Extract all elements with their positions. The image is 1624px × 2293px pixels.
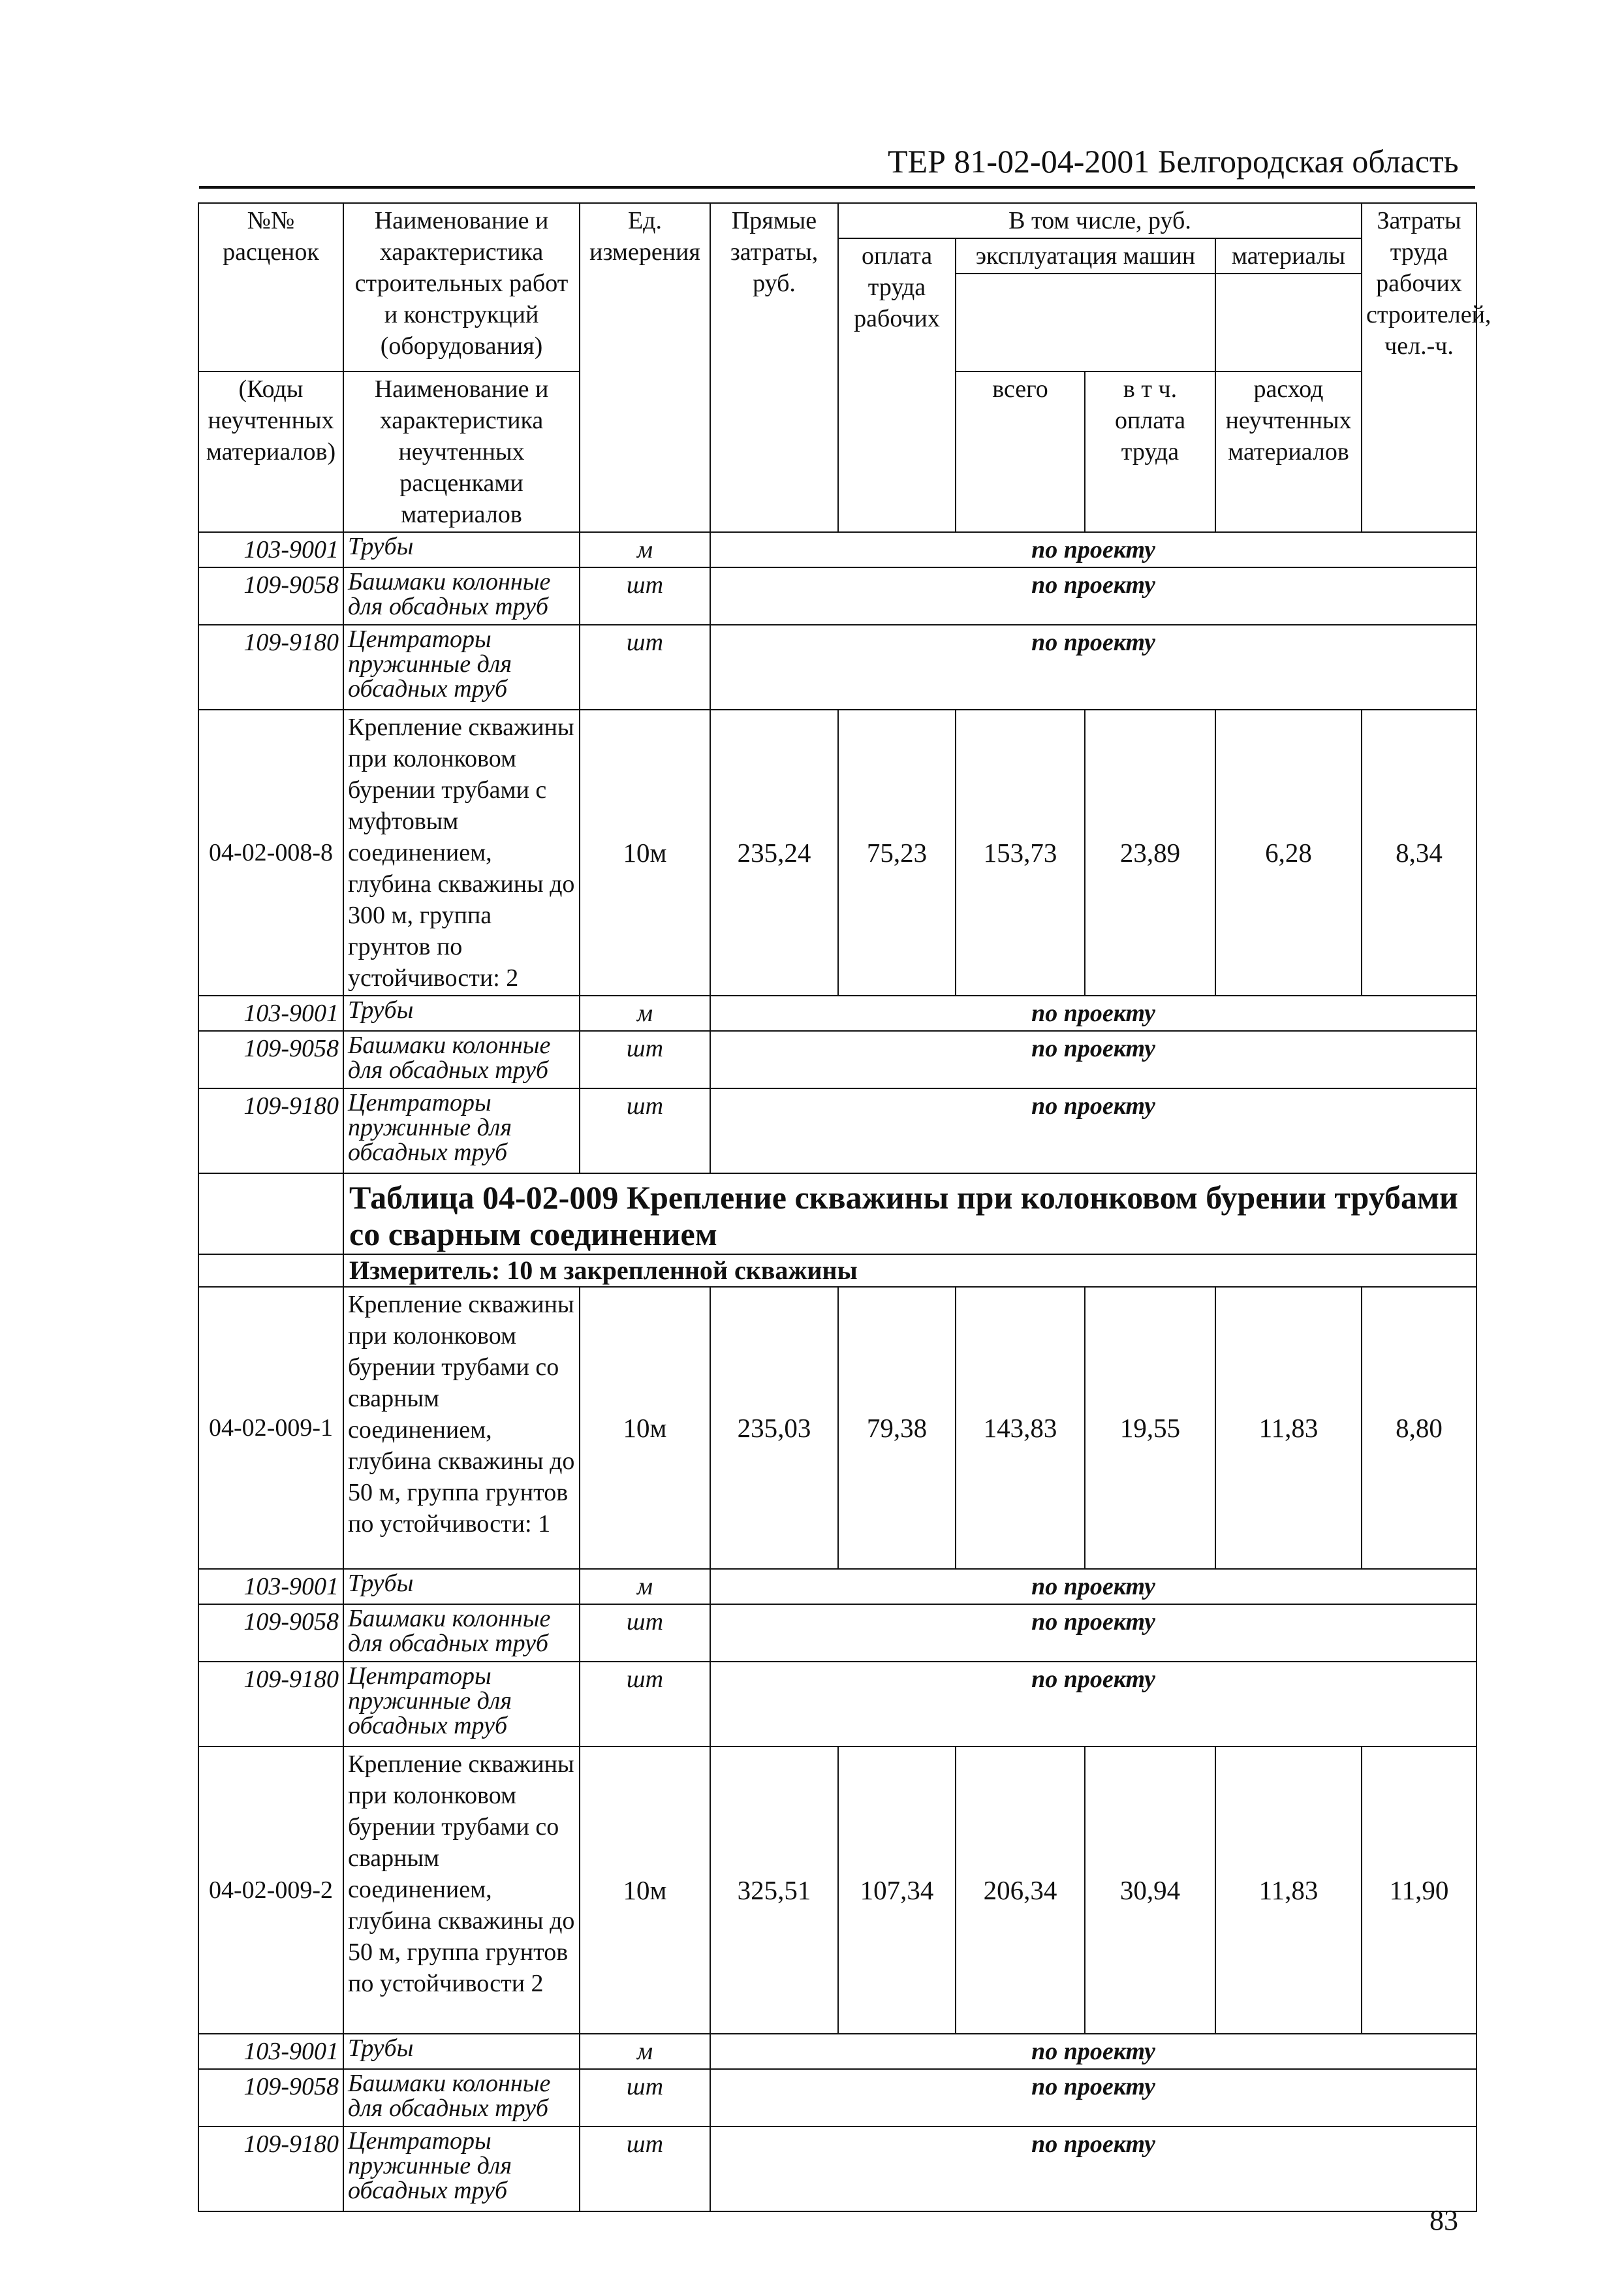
rate-direct: 235,03 xyxy=(710,1287,838,1569)
table-row xyxy=(198,996,1476,1031)
mat-name: Трубы xyxy=(343,1569,580,1604)
rate-mach-pay: 23,89 xyxy=(1085,710,1215,996)
mat-unit: шт xyxy=(580,1088,710,1173)
rate-name: Крепление скважины при колонковом бурении трубами со сварным соединением, глубина скважины до 50 м, группа грунтов по устойчивости 2 xyxy=(343,1747,580,2034)
rate-labor-pay: 107,34 xyxy=(838,1747,956,2034)
table-row xyxy=(198,1031,1476,1088)
mat-value: по проекту xyxy=(710,1662,1476,1747)
mat-unit: шт xyxy=(580,1604,710,1662)
rate-code: 04-02-008-8 xyxy=(198,710,343,996)
rate-labor-pay: 75,23 xyxy=(838,710,956,996)
mat-value: по проекту xyxy=(710,1604,1476,1662)
mat-code: 109-9180 xyxy=(198,1662,343,1747)
rate-direct: 325,51 xyxy=(710,1747,838,2034)
rate-mach-pay: 19,55 xyxy=(1085,1287,1215,1569)
col-name2: Наименование и характеристика неучтенных расценками материалов xyxy=(343,372,580,532)
col-labor-pay: оплата труда рабочих xyxy=(838,238,956,532)
mat-name: Башмаки колонные для обсадных труб xyxy=(343,1031,580,1088)
rates-table xyxy=(198,202,1491,2212)
table-row xyxy=(198,567,1476,625)
table-row xyxy=(198,532,1476,567)
rate-row xyxy=(198,710,1476,996)
measure-row xyxy=(198,1254,1476,1287)
mat-code: 109-9058 xyxy=(198,567,343,625)
col-direct: Прямые затраты, руб. xyxy=(710,203,838,532)
mat-name: Трубы xyxy=(343,2034,580,2069)
rate-labor-cost: 8,34 xyxy=(1362,710,1476,996)
mat-unit: м xyxy=(580,1569,710,1604)
rate-name: Крепление скважины при колонковом бурении трубами со сварным соединением, глубина скважины до 50 м, группа грунтов по устойчивости: 1 xyxy=(343,1287,580,1569)
mat-unit: м xyxy=(580,996,710,1031)
rate-materials: 11,83 xyxy=(1215,1287,1362,1569)
mat-name: Трубы xyxy=(343,996,580,1031)
mat-code: 103-9001 xyxy=(198,532,343,567)
table-row xyxy=(198,2069,1476,2127)
rate-direct: 235,24 xyxy=(710,710,838,996)
mat-value: по проекту xyxy=(710,532,1476,567)
mat-code: 109-9058 xyxy=(198,2069,343,2127)
col-mach-pay: в т ч. оплата труда xyxy=(1085,372,1215,532)
rate-mach-total: 143,83 xyxy=(956,1287,1085,1569)
mat-code: 109-9180 xyxy=(198,2127,343,2211)
mat-code: 109-9180 xyxy=(198,1088,343,1173)
page-header: ТЕР 81-02-04-2001 Белгородская область xyxy=(888,143,1459,180)
mat-name: Башмаки колонные для обсадных труб xyxy=(343,1604,580,1662)
col-incl: В том числе, руб. xyxy=(838,203,1362,238)
rate-mach-total: 153,73 xyxy=(956,710,1085,996)
col-name: Наименование и характеристика строительных работ и конструкций (оборудования) xyxy=(343,203,580,372)
table-row xyxy=(198,2127,1476,2211)
rate-mach-total: 206,34 xyxy=(956,1747,1085,2034)
mat-unit: шт xyxy=(580,567,710,625)
mat-unit: шт xyxy=(580,1031,710,1088)
col-materials: материалы xyxy=(1215,238,1362,274)
mat-code: 109-9058 xyxy=(198,1604,343,1662)
rate-code: 04-02-009-2 xyxy=(198,1747,343,2034)
mat-value: по проекту xyxy=(710,2127,1476,2211)
rate-materials: 6,28 xyxy=(1215,710,1362,996)
table-row xyxy=(198,1604,1476,1662)
rate-labor-pay: 79,38 xyxy=(838,1287,956,1569)
mat-code: 103-9001 xyxy=(198,996,343,1031)
rate-name: Крепление скважины при колонковом бурении трубами с муфтовым соединением, глубина скважины до 300 м, группа грунтов по устойчивости: 2 xyxy=(343,710,580,996)
mat-name: Центраторы пружинные для обсадных труб xyxy=(343,2127,580,2211)
mat-value: по проекту xyxy=(710,1031,1476,1088)
mat-value: по проекту xyxy=(710,2034,1476,2069)
mat-value: по проекту xyxy=(710,2069,1476,2127)
rate-unit: 10м xyxy=(580,710,710,996)
mat-unit: шт xyxy=(580,1662,710,1747)
header-rule xyxy=(199,186,1475,189)
table-row xyxy=(198,1569,1476,1604)
mat-unit: шт xyxy=(580,2127,710,2211)
rate-labor-cost: 8,80 xyxy=(1362,1287,1476,1569)
mat-name: Башмаки колонные для обсадных труб xyxy=(343,2069,580,2127)
mat-code: 103-9001 xyxy=(198,1569,343,1604)
table-row xyxy=(198,2034,1476,2069)
rate-row xyxy=(198,1287,1476,1569)
col-mat2: расход неучтенных материалов xyxy=(1215,372,1362,532)
mat-name: Башмаки колонные для обсадных труб xyxy=(343,567,580,625)
mat-unit: м xyxy=(580,532,710,567)
table-title: Таблица 04-02-009 Крепление скважины при колонковом бурении трубами со сварным соединением xyxy=(343,1173,1476,1254)
mat-unit: шт xyxy=(580,625,710,710)
rate-mach-pay: 30,94 xyxy=(1085,1747,1215,2034)
col-code: №№ расценок xyxy=(198,203,343,372)
mat-value: по проекту xyxy=(710,625,1476,710)
table-row xyxy=(198,625,1476,710)
page-number: 83 xyxy=(1429,2204,1458,2236)
col-code2: (Коды неучтенных материалов) xyxy=(198,372,343,532)
table-row xyxy=(198,1088,1476,1173)
mat-name: Центраторы пружинные для обсадных труб xyxy=(343,625,580,710)
rate-materials: 11,83 xyxy=(1215,1747,1362,2034)
mat-name: Центраторы пружинные для обсадных труб xyxy=(343,1088,580,1173)
mat-value: по проекту xyxy=(710,1569,1476,1604)
measure-unit: Измеритель: 10 м закрепленной скважины xyxy=(343,1254,1476,1287)
mat-value: по проекту xyxy=(710,1088,1476,1173)
col-labor-cost: Затраты труда рабочих строителей, чел.-ч. xyxy=(1362,203,1476,532)
mat-code: 109-9180 xyxy=(198,625,343,710)
rate-unit: 10м xyxy=(580,1287,710,1569)
col-machines: эксплуатация машин xyxy=(956,238,1215,274)
rate-code: 04-02-009-1 xyxy=(198,1287,343,1569)
rate-unit: 10м xyxy=(580,1747,710,2034)
table-title-row xyxy=(198,1173,1476,1254)
col-unit: Ед. измерения xyxy=(580,203,710,532)
mat-unit: шт xyxy=(580,2069,710,2127)
mat-value: по проекту xyxy=(710,567,1476,625)
mat-code: 109-9058 xyxy=(198,1031,343,1088)
mat-code: 103-9001 xyxy=(198,2034,343,2069)
mat-value: по проекту xyxy=(710,996,1476,1031)
rate-row xyxy=(198,1747,1476,2034)
mat-unit: м xyxy=(580,2034,710,2069)
table-row xyxy=(198,1662,1476,1747)
rate-labor-cost: 11,90 xyxy=(1362,1747,1476,2034)
mat-name: Центраторы пружинные для обсадных труб xyxy=(343,1662,580,1747)
col-mach-total: всего xyxy=(956,372,1085,532)
header-row-1 xyxy=(198,203,1476,238)
mat-name: Трубы xyxy=(343,532,580,567)
